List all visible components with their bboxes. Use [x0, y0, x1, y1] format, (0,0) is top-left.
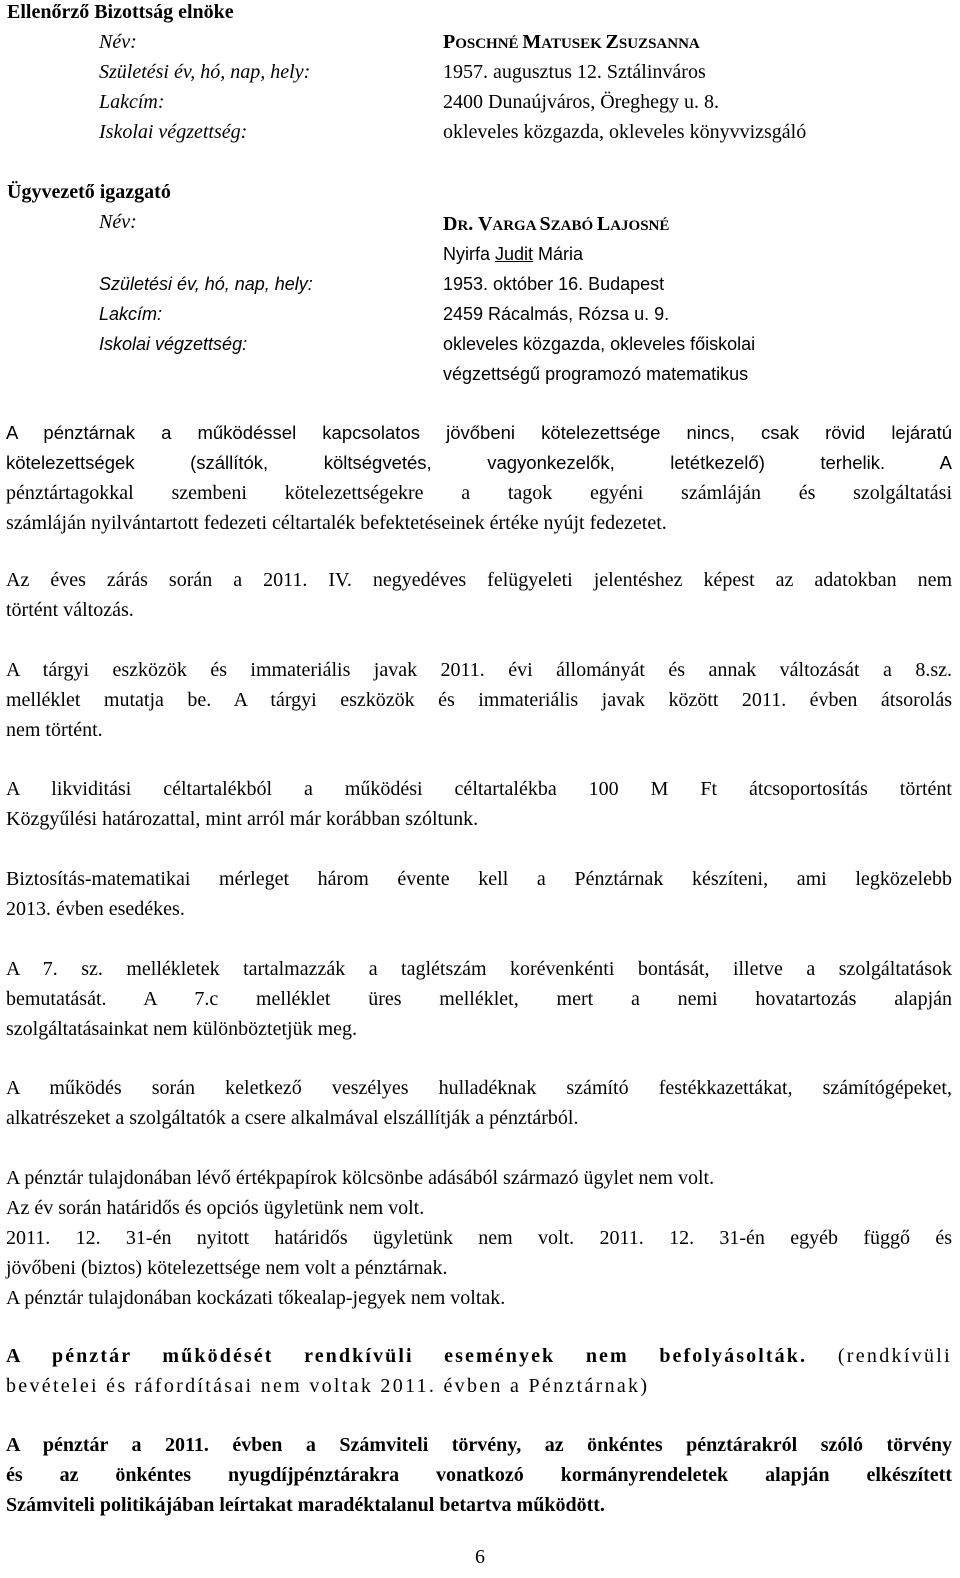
text-line: nem történt.: [6, 719, 103, 741]
director-address-value: 2459 Rácalmás, Rózsa u. 9.: [443, 304, 670, 324]
text-line: 2011. 12. 31-én nyitott határidős ügyletünk nem volt. 2011. 12. 31-én egyéb függő és: [6, 1227, 952, 1249]
text-line: kötelezettségek (szállítók, költségvetés, vagyonkezelők, letétkezelő) terhelik. A: [6, 452, 952, 473]
paragraph-liabilities: [6, 418, 952, 538]
text-line: szolgáltatásainkat nem különböztetjük meg.: [6, 1018, 358, 1040]
paragraph-accounting-policy: [6, 1430, 952, 1520]
paragraph-annexes: [6, 954, 952, 1044]
director-address-label: Lakcím:: [99, 304, 163, 324]
director-name-label: Név:: [99, 211, 137, 233]
director-name: DR. VARGA SZABÓ LAJOSNÉ: [443, 213, 670, 235]
director-education-label: Iskolai végzettség:: [99, 334, 248, 354]
director-birth-label: Születési év, hó, nap, hely:: [99, 274, 313, 294]
supervisory-education-value: okleveles közgazda, okleveles könyvvizsgáló: [443, 121, 807, 143]
text-line: Közgyűlési határozattal, mint arról már korábban szóltunk.: [6, 808, 479, 830]
text-line: számláján nyilvántartott fedezeti céltartalék befektetéseinek értéke nyújt fedezetet.: [6, 512, 667, 534]
text-line: jövőbeni (biztos) kötelezettsége nem volt a pénztárnak.: [6, 1257, 448, 1279]
director-maiden-name: Nyirfa Judit Mária: [443, 244, 584, 264]
text-line: A pénztár a 2011. évben a Számviteli törvény, az önkéntes pénztárakról szóló törvény: [6, 1434, 952, 1456]
text-line: A pénztár tulajdonában lévő értékpapírok kölcsönbe adásából származó ügylet nem volt.: [6, 1167, 715, 1189]
text-line: melléklet mutatja be. A tárgyi eszközök és immateriális javak között 2011. évben átsorolás: [6, 689, 952, 711]
text-line: bemutatását. A 7.c melléklet üres melléklet, mert a nemi hovatartozás alapján: [6, 988, 952, 1010]
text-line: bevételei és ráfordításai nem voltak 2011. évben a Pénztárnak): [6, 1375, 650, 1397]
paragraph-year-end: [6, 565, 952, 625]
text-line: A működés során keletkező veszélyes hulladéknak számító festékkazettákat, számítógépeket,: [6, 1077, 952, 1099]
paragraph-reserves: [6, 774, 952, 834]
supervisory-heading: Ellenőrző Bizottság elnöke: [7, 1, 234, 23]
text-line: Az év során határidős és opciós ügyletünk nem volt.: [6, 1197, 425, 1219]
text-line: A likviditási céltartalékból a működési céltartalékba 100 M Ft átcsoportosítás történt: [6, 778, 952, 800]
paragraph-actuarial: [6, 864, 952, 924]
supervisory-name-label: Név:: [99, 31, 137, 53]
paragraph-extraordinary: [6, 1341, 952, 1401]
supervisory-address-value: 2400 Dunaújváros, Öreghegy u. 8.: [443, 91, 720, 113]
director-heading: Ügyvezető igazgató: [7, 181, 171, 203]
text-line: Számviteli politikájában leírtakat maradéktalanul betartva működött.: [6, 1494, 605, 1516]
text-line: A pénztárnak a működéssel kapcsolatos jövőbeni kötelezettsége nincs, csak rövid lejáratú: [6, 422, 952, 443]
paragraph-waste: [6, 1073, 952, 1133]
supervisory-name: POSCHNÉ MATUSEK ZSUZSANNA: [443, 31, 700, 53]
supervisory-birth-value: 1957. augusztus 12. Sztálinváros: [443, 61, 706, 83]
director-birth-value: 1953. október 16. Budapest: [443, 274, 665, 294]
text-line: Biztosítás-matematikai mérleget három évente kell a Pénztárnak készíteni, ami legközelebb: [6, 868, 952, 890]
page-number: 6: [475, 1546, 485, 1568]
supervisory-address-label: Lakcím:: [99, 91, 165, 113]
text-line: A pénztár működését rendkívüli események nem befolyásolták. (rendkívüli: [6, 1345, 952, 1367]
paragraph-securities: [6, 1163, 952, 1313]
text-line: Az éves zárás során a 2011. IV. negyedéves felügyeleti jelentéshez képest az adatokban nem: [6, 569, 952, 591]
supervisory-education-label: Iskolai végzettség:: [99, 121, 248, 143]
text-line: A tárgyi eszközök és immateriális javak 2011. évi állományát és annak változását a 8.sz.: [6, 659, 952, 681]
director-education-value-line2: végzettségű programozó matematikus: [443, 364, 749, 384]
text-line: pénztártagokkal szembeni kötelezettségekre a tagok egyéni számláján és szolgáltatási: [6, 482, 952, 504]
supervisory-birth-label: Születési év, hó, nap, hely:: [99, 61, 311, 83]
text-line: A 7. sz. mellékletek tartalmazzák a taglétszám korévenkénti bontását, illetve a szolgáltatások: [6, 958, 952, 980]
text-line: 2013. évben esedékes.: [6, 898, 185, 920]
text-line: és az önkéntes nyugdíjpénztárakra vonatkozó kormányrendeletek alapján elkészített: [6, 1464, 952, 1486]
director-education-value-line1: okleveles közgazda, okleveles főiskolai: [443, 334, 756, 354]
text-line: A pénztár tulajdonában kockázati tőkealap-jegyek nem voltak.: [6, 1287, 506, 1309]
text-line: történt változás.: [6, 599, 134, 621]
paragraph-fixed-assets: [6, 655, 952, 745]
text-line: alkatrészeket a szolgáltatók a csere alkalmával elszállítják a pénztárból.: [6, 1107, 579, 1129]
